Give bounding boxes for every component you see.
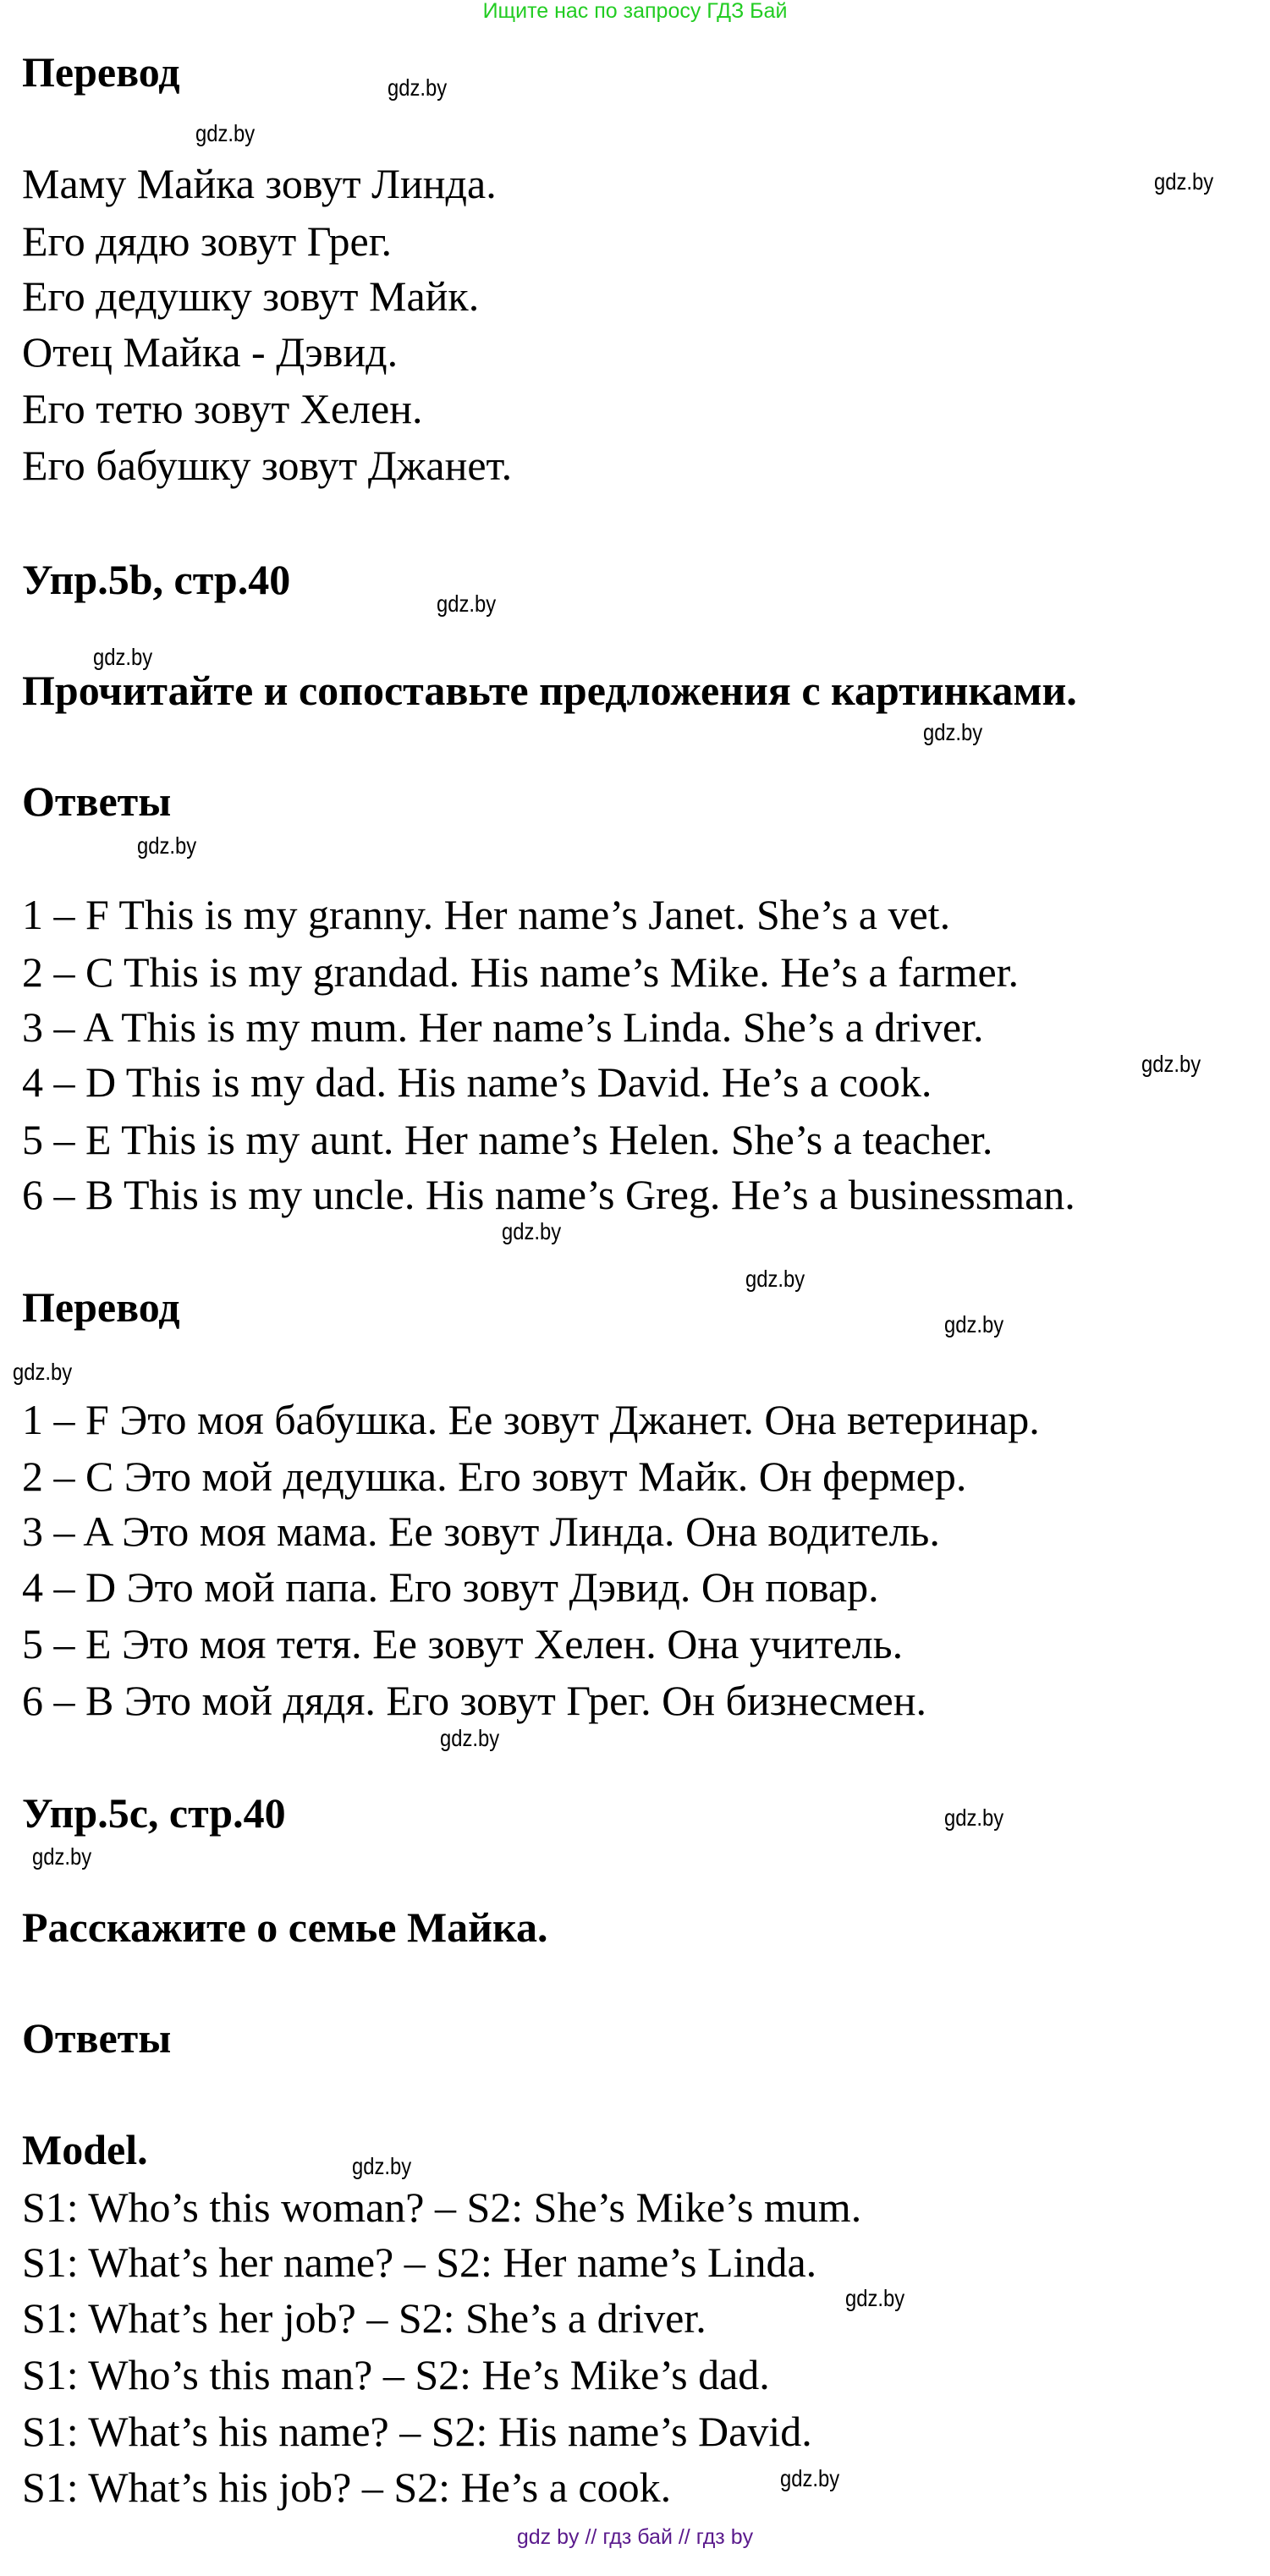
watermark: gdz.by bbox=[1154, 168, 1214, 195]
dialogue-line: S1: Who’s this man? – S2: He’s Mike’s dad. bbox=[22, 2351, 770, 2398]
exercise-task: Прочитайте и сопоставьте предложения с картинками. bbox=[22, 667, 1077, 714]
section-heading: Перевод bbox=[22, 48, 180, 96]
watermark: gdz.by bbox=[440, 1725, 500, 1751]
watermark: gdz.by bbox=[944, 1804, 1004, 1831]
watermark: gdz.by bbox=[845, 2285, 905, 2311]
watermark: gdz.by bbox=[13, 1359, 73, 1385]
watermark: gdz.by bbox=[502, 1218, 562, 1244]
exercise-task: Расскажите о семье Майка. bbox=[22, 1903, 548, 1951]
watermark: gdz.by bbox=[944, 1311, 1004, 1337]
answers-heading: Ответы bbox=[22, 2014, 172, 2062]
translation-line: 1 – F Это моя бабушка. Ее зовут Джанет. Она ветеринар. bbox=[22, 1396, 1040, 1443]
watermark: gdz.by bbox=[195, 120, 256, 146]
text-line: Его дедушку зовут Майк. bbox=[22, 272, 480, 320]
watermark: gdz.by bbox=[93, 644, 153, 670]
translation-line: 3 – A Это моя мама. Ее зовут Линда. Она водитель. bbox=[22, 1508, 940, 1555]
watermark: gdz.by bbox=[352, 2153, 412, 2179]
answer-line: 2 – C This is my grandad. His name’s Mike. He’s a farmer. bbox=[22, 948, 1020, 996]
answer-line: 3 – A This is my mum. Her name’s Linda. She’s a driver. bbox=[22, 1003, 984, 1051]
dialogue-line: S1: Who’s this woman? – S2: She’s Mike’s mum. bbox=[22, 2183, 862, 2231]
watermark: gdz.by bbox=[437, 590, 497, 617]
dialogue-line: S1: What’s his name? – S2: His name’s David. bbox=[22, 2408, 812, 2455]
model-label: Model. bbox=[22, 2126, 148, 2173]
translation-line: 6 – B Это мой дядя. Его зовут Грег. Он бизнесмен. bbox=[22, 1677, 926, 1724]
text-line: Его бабушку зовут Джанет. bbox=[22, 442, 513, 489]
translation-line: 4 – D Это мой папа. Его зовут Дэвид. Он повар. bbox=[22, 1563, 879, 1611]
answer-line: 4 – D This is my dad. His name’s David. He’s a cook. bbox=[22, 1058, 932, 1106]
watermark: gdz.by bbox=[137, 832, 197, 859]
dialogue-line: S1: What’s her job? – S2: She’s a driver. bbox=[22, 2294, 706, 2342]
exercise-title: Упр.5c, стр.40 bbox=[22, 1789, 286, 1837]
watermark: gdz.by bbox=[32, 1843, 92, 1870]
watermark: gdz.by bbox=[923, 719, 983, 745]
answer-line: 6 – B This is my uncle. His name’s Greg. He’s a businessman. bbox=[22, 1171, 1075, 1218]
translation-line: 5 – E Это моя тетя. Ее зовут Хелен. Она учитель. bbox=[22, 1620, 904, 1667]
text-line: Его дядю зовут Грег. bbox=[22, 217, 393, 265]
watermark: gdz.by bbox=[745, 1266, 805, 1292]
answer-line: 5 – E This is my aunt. Her name’s Helen. She’s a teacher. bbox=[22, 1116, 993, 1163]
text-line: Отец Майка - Дэвид. bbox=[22, 328, 399, 376]
footer-banner[interactable]: gdz by // гдз бай // гдз by bbox=[516, 2525, 754, 2549]
answer-line: 1 – F This is my granny. Her name’s Janet. She’s a vet. bbox=[22, 891, 951, 938]
dialogue-line: S1: What’s his job? – S2: He’s a cook. bbox=[22, 2463, 672, 2511]
translation-line: 2 – C Это мой дедушка. Его зовут Майк. Он фермер. bbox=[22, 1453, 967, 1500]
dialogue-line: S1: What’s her name? – S2: Her name’s Linda. bbox=[22, 2238, 817, 2286]
search-banner[interactable]: Ищите нас по запросу ГДЗ Бай bbox=[482, 0, 788, 23]
watermark: gdz.by bbox=[1141, 1051, 1201, 1077]
watermark: gdz.by bbox=[388, 74, 448, 101]
watermark: gdz.by bbox=[780, 2465, 840, 2491]
exercise-title: Упр.5b, стр.40 bbox=[22, 556, 291, 603]
text-line: Маму Майка зовут Линда. bbox=[22, 160, 497, 207]
translation-heading: Перевод bbox=[22, 1283, 180, 1331]
answers-heading: Ответы bbox=[22, 777, 172, 825]
text-line: Его тетю зовут Хелен. bbox=[22, 385, 423, 432]
